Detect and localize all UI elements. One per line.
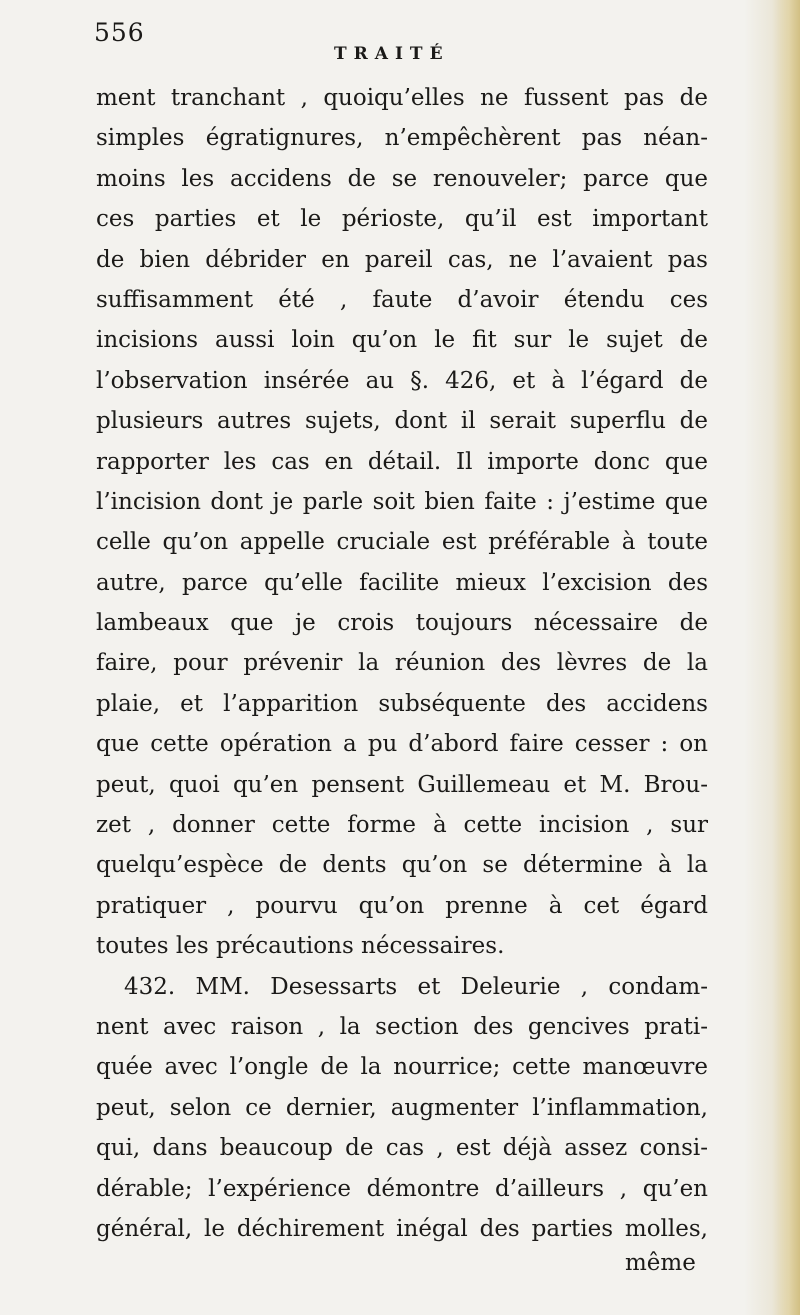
text-line: lambeaux que je crois toujours nécessaire de <box>96 610 708 637</box>
text-line: général, le déchirement inégal des parties molles, <box>96 1215 708 1242</box>
text-line: dérable; l’expérience démontre d’ailleurs , qu’en <box>96 1175 708 1202</box>
text-line: incisions aussi loin qu’on le fit sur le sujet de <box>96 327 708 354</box>
text-line: autre, parce qu’elle facilite mieux l’excision des <box>96 569 708 596</box>
text-line: pratiquer , pourvu qu’on prenne à cet égard <box>96 892 708 919</box>
text-line: rapporter les cas en détail. Il importe donc que <box>96 448 708 475</box>
page-number: 556 <box>94 18 145 47</box>
text-line: quelqu’espèce de dents qu’on se détermine à la <box>96 852 708 879</box>
text-line: faire, pour prévenir la réunion des lèvres de la <box>96 650 708 677</box>
text-line: simples égratignures, n’empêchèrent pas néan- <box>96 125 708 152</box>
text-line: plusieurs autres sujets, dont il serait superflu de <box>96 408 708 435</box>
text-line: ces parties et le périoste, qu’il est important <box>96 206 708 233</box>
text-line: qui, dans beaucoup de cas , est déjà assez consi- <box>96 1135 708 1162</box>
text-line: l’incision dont je parle soit bien faite : j’estime que <box>96 488 708 515</box>
text-line: zet , donner cette forme à cette incision , sur <box>96 812 708 839</box>
text-line: quée avec l’ongle de la nourrice; cette manœuvre <box>96 1054 708 1081</box>
text-line: plaie, et l’apparition subséquente des accidens <box>96 690 708 717</box>
page-edge-shading <box>772 0 800 1315</box>
paragraph-end-line: toutes les précautions nécessaires. <box>96 933 505 960</box>
text-line: celle qu’on appelle cruciale est préférable à toute <box>96 529 708 556</box>
text-line: de bien débrider en pareil cas, ne l’avaient pas <box>96 246 708 273</box>
body-text <box>96 78 708 1249</box>
text-line: peut, quoi qu’en pensent Guillemeau et M. Brou- <box>96 771 708 798</box>
text-line: moins les accidens de se renouveler; parce que <box>96 165 708 192</box>
paragraph-start-line: 432. MM. Desessarts et Deleurie , condam- <box>124 973 708 1000</box>
text-line: ment tranchant , quoiqu’elles ne fussent pas de <box>96 85 708 111</box>
text-line: l’observation insérée au §. 426, et à l’égard de <box>96 367 708 394</box>
text-line: peut, selon ce dernier, augmenter l’inflammation, <box>96 1094 708 1121</box>
text-line: nent avec raison , la section des gencives prati- <box>96 1013 708 1040</box>
text-line: que cette opération a pu d’abord faire cesser : on <box>96 731 708 758</box>
page-header <box>94 18 714 64</box>
text-line: suffisamment été , faute d’avoir étendu ces <box>96 286 708 313</box>
catchword: même <box>625 1250 696 1276</box>
running-title: TRAITÉ <box>334 44 450 64</box>
